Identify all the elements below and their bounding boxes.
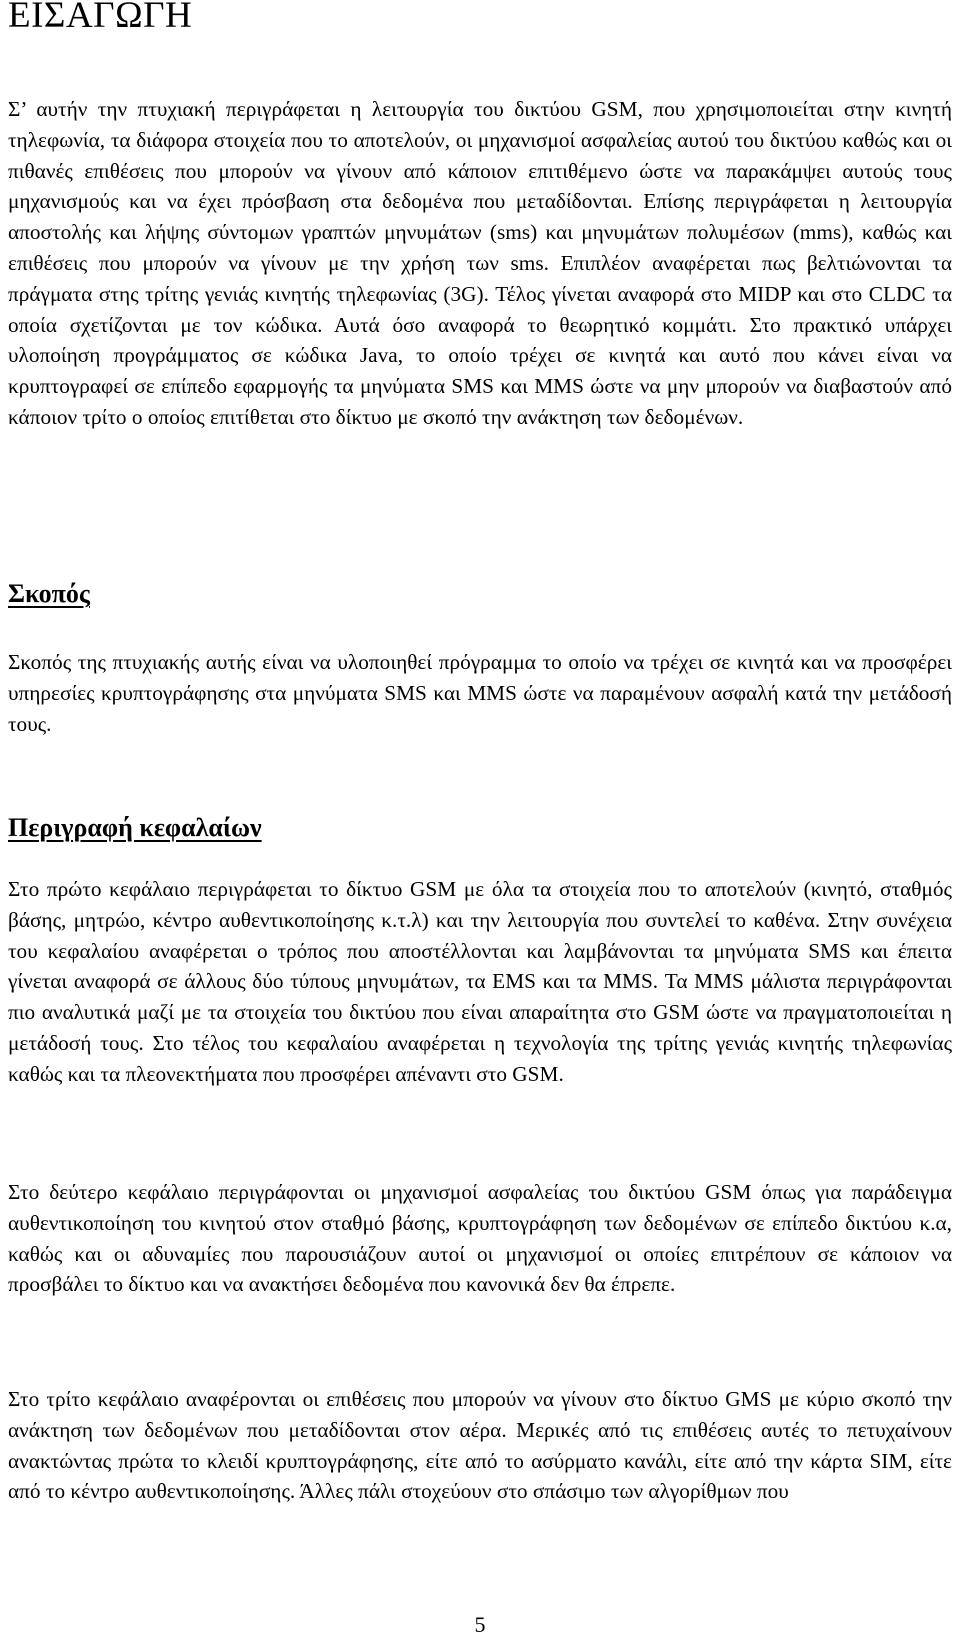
page-number: 5 — [474, 1612, 486, 1637]
intro-paragraph: Σ’ αυτήν την πτυχιακή περιγράφεται η λειτουργία του δικτύου GSM, που χρησιμοποιείται στην κινητή τηλεφωνία, τα διάφορα στοιχεία που το αποτελούν, οι μηχανισμοί ασφαλείας αυτού του δικτύου καθώς και οι πιθανές επιθέσεις που μπορούν να γίνουν από κάποιον επιτιθέμενο ώστε να παρακάμψει αυτούς τους μηχανισμούς και να έχει πρόσβαση στα δεδομένα που μεταδίδονται. Επίσης περιγράφεται η λειτουργία αποστολής και λήψης σύντομων γραπτών μηνυμάτων (sms) και μηνυμάτων πολυμέσων (mms), καθώς και επιθέσεις που μπορούν να γίνουν με την χρήση των sms. Επιπλέον αναφέρεται πως βελτιώνονται τα πράγματα στης τρίτης γενιάς κινητής τηλεφωνίας (3G). Τέλος γίνεται αναφορά στο MIDP και στο CLDC τα οποία σχετίζονται με τον κώδικα. Αυτά όσο αναφορά το θεωρητικό κομμάτι. Στο πρακτικό υπάρχει υλοποίηση προγράμματος σε κώδικα Java, το οποίο τρέχει σε κινητά και αυτό που κάνει είναι να κρυπτογραφεί σε επίπεδο εφαρμογής τα μηνύματα SMS και MMS ώστε να μην μπορούν να διαβαστούν από κάποιον τρίτο ο οποίος επιτίθεται στο δίκτυο με σκοπό την ανάκτηση των δεδομένων. — [8, 97, 952, 429]
chapter-three-paragraph: Στο τρίτο κεφάλαιο αναφέρονται οι επιθέσεις που μπορούν να γίνουν στο δίκτυο GMS με κύριο σκοπό την ανάκτηση των δεδομένων που μεταδίδονται στον αέρα. Μερικές από τις επιθέσεις αυτές το πετυχαίνουν ανακτώντας πρώτα το κλειδί κρυπτογράφησης, είτε από το ασύρματο κανάλι, είτε από την κάρτα SIM, είτε από το κέντρο αυθεντικοποίησης. Άλλες πάλι στοχεύουν στο σπάσιμο των αλγορίθμων που — [8, 1387, 952, 1504]
section-purpose-paragraph: Σκοπός της πτυχιακής αυτής είναι να υλοποιηθεί πρόγραμμα το οποίο να τρέχει σε κινητά και να προσφέρει υπηρεσίες κρυπτογράφησης στα μηνύματα SMS και MMS ώστε να παραμένουν ασφαλή κατά την μετάδοσή τους. — [8, 650, 952, 736]
section-chapters-heading: Περιγραφή κεφαλαίων — [8, 813, 262, 842]
chapter-one-paragraph: Στο πρώτο κεφάλαιο περιγράφεται το δίκτυο GSM με όλα τα στοιχεία που το αποτελούν (κινητό, σταθμός βάσης, μητρώο, κέντρο αυθεντικοποίησης κ.τ.λ) και την λειτουργία που συντελεί το καθένα. Στην συνέχεια του κεφαλαίου αναφέρεται ο τρόπος που αποστέλλονται και λαμβάνονται τα μηνύματα SMS και έπειτα γίνεται αναφορά σε άλλους δύο τύπους μηνυμάτων, τα EMS και τα MMS. Τα MMS μάλιστα περιγράφονται πιο αναλυτικά μαζί με τα στοιχεία του δικτύου που είναι απαραίτητα στο GSM ώστε να πραγματοποιείται η μετάδοσή τους. Στο τέλος του κεφαλαίου αναφέρεται η τεχνολογία της τρίτης γενιάς κινητής τηλεφωνίας καθώς και τα πλεονεκτήματα που προσφέρει απέναντι στο GSM. — [8, 877, 952, 1086]
document-title: ΕΙΣΑΓΩΓΗ — [8, 0, 193, 36]
chapter-two-paragraph: Στο δεύτερο κεφάλαιο περιγράφονται οι μηχανισμοί ασφαλείας του δικτύου GSM όπως για παράδειγμα αυθεντικοποίηση του κινητού στον σταθμό βάσης, κρυπτογράφηση των δεδομένων σε επίπεδο δικτύου κ.α, καθώς και οι αδυναμίες που παρουσιάζουν αυτοί οι μηχανισμοί οι οποίες επιτρέπουν σε κάποιον να προσβάλει το δίκτυο και να ανακτήσει δεδομένα που κανονικά δεν θα έπρεπε. — [8, 1180, 952, 1297]
section-purpose-heading: Σκοπός — [8, 579, 90, 608]
